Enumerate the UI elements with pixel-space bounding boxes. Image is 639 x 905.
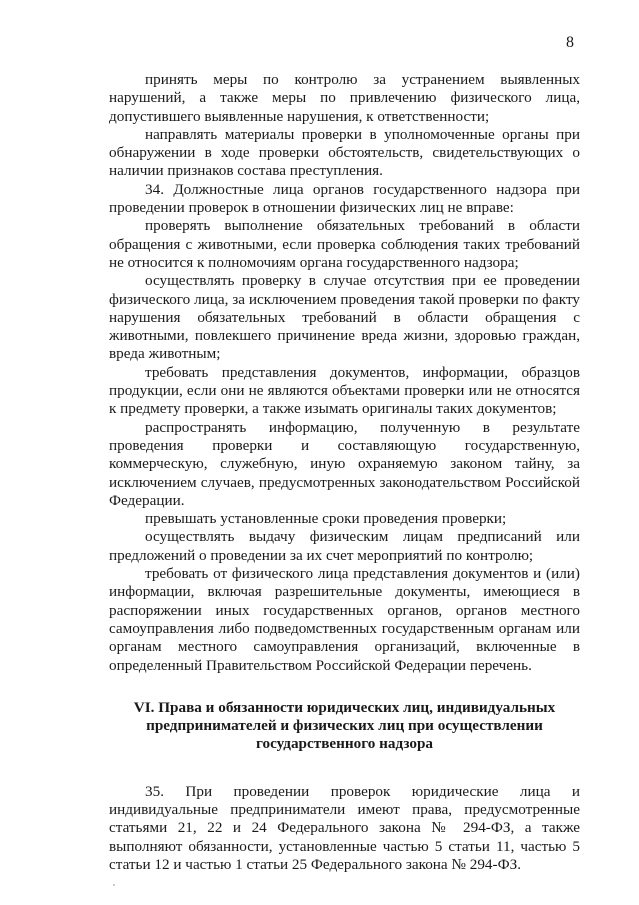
scan-speck: [113, 884, 115, 886]
paragraph-demand-documents: требовать представления документов, информации, образцов продукции, если они не являются объектами проверки или не относятся к предмету проверки, а также изымать оригиналы таких документов;: [109, 363, 580, 418]
section-heading-line: государственного надзора: [255, 735, 434, 753]
paragraph-exceed-deadlines: превышать установленные сроки проведения проверки;: [145, 510, 507, 528]
section-heading-line: предпринимателей и физических лиц при осуществлении: [146, 717, 543, 735]
paragraph-check-requirements: проверять выполнение обязательных требований в области обращения с животными, если проверка соблюдения таких требований не относится к полномочиям органа государственного надзора;: [109, 217, 580, 271]
section-heading: [109, 699, 580, 754]
paragraph-require-information: требовать от физического лица представления документов и (или) информации, включая разрешительные документы, имеющиеся в распоряжении иных государственных органов, органов местного самоуправления либо подведомственных государственным органам или органам местного самоуправления организаций, включенные в определенный Правительством Российской Федерации перечень.: [109, 565, 580, 674]
page-number: 8: [566, 34, 574, 51]
paragraph-send-materials: направлять материалы проверки в уполномоченные органы при обнаружении в ходе проверки обстоятельств, свидетельствующих о наличии признаков состава преступления.: [109, 125, 580, 180]
paragraph-issue-prescriptions: осуществлять выдачу физическим лицам предписаний или предложений о проведении за их счет мероприятий по контролю;: [109, 528, 580, 564]
paragraph-item-35: 35. При проведении проверок юридические лица и индивидуальные предприниматели имеют права, предусмотренные статьями 21, 22 и 24 Федерального закона № 294-ФЗ, а также выполняют обязанности, установленные частью 5 статьи 11, частью 5 статьи 12 и частью 1 статьи 25 Федерального закона № 294-ФЗ.: [109, 782, 580, 873]
paragraph-item-34: 34. Должностные лица органов государственного надзора при проведении проверок в отношении физических лиц не вправе:: [109, 180, 580, 217]
paragraph-absence-inspection: осуществлять проверку в случае отсутствия при ее проведении физического лица, за исключением проведения такой проверки по факту нарушения обязательных требований в области обращения с животными, повлекшего причинение вреда жизни, здоровью граждан, вреда животным;: [109, 272, 580, 363]
paragraph-take-measures: принять меры по контролю за устранением выявленных нарушений, а также меры по привлечению физического лица, допустившего выявленные нарушения, к ответственности;: [109, 71, 580, 125]
document-body: [109, 71, 580, 874]
section-heading-line: VI. Права и обязанности юридических лиц, индивидуальных: [133, 698, 556, 716]
paragraph-disclose-information: распространять информацию, полученную в результате проведения проверки и составляющую государственную, коммерческую, служебную, иную охраняемую законом тайну, за исключением случаев, предусмотренных законодательством Российской Федерации.: [109, 418, 580, 509]
